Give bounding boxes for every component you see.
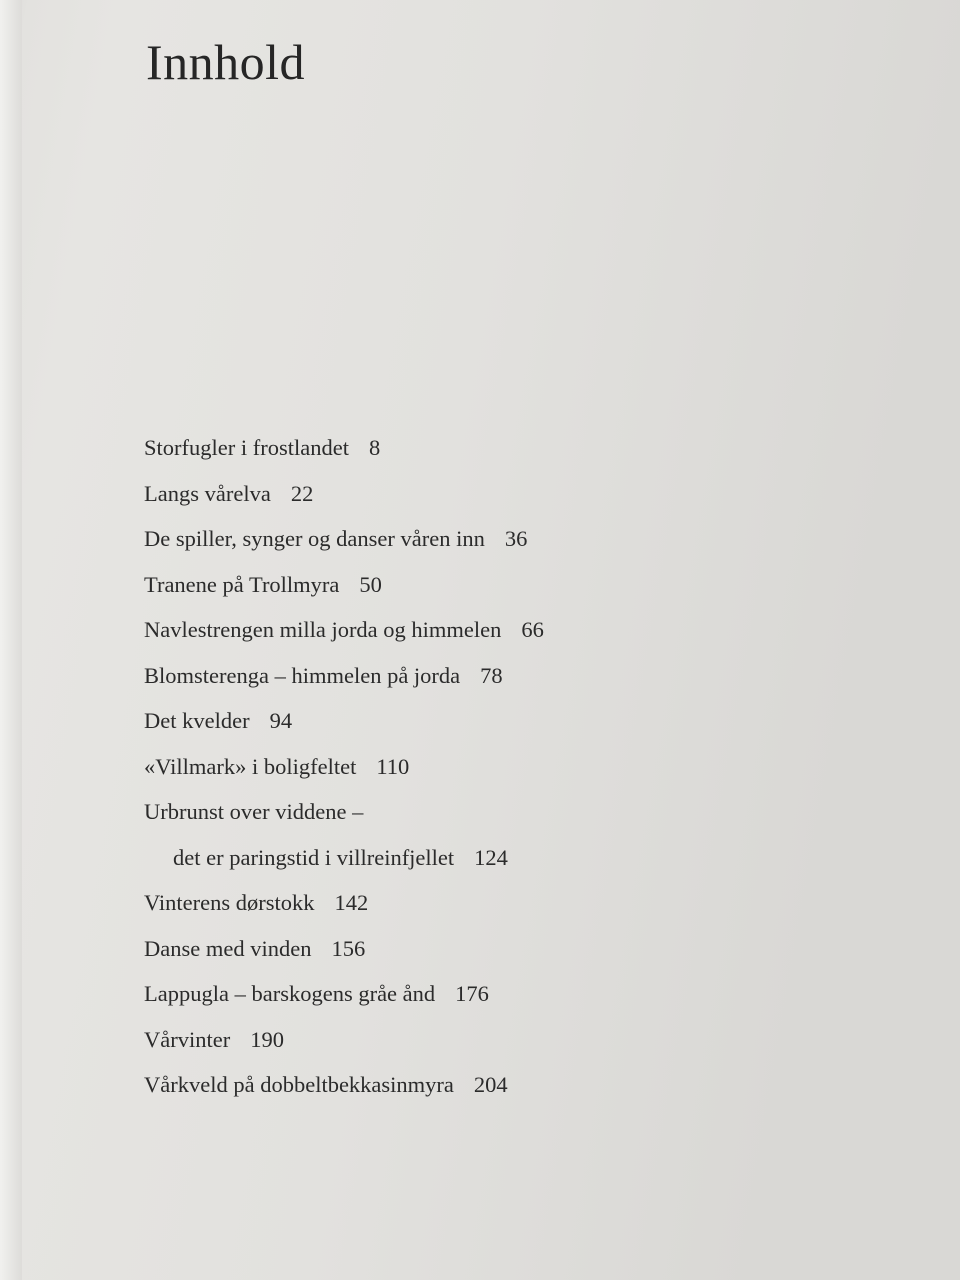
toc-entry — [144, 698, 844, 744]
toc-entry-title: Vårkveld på dobbeltbekkasinmyra — [144, 1072, 454, 1097]
toc-entry-page-number: 142 — [334, 890, 369, 915]
toc-entry-page-number: 94 — [269, 708, 293, 733]
toc-entry-title: Danse med vinden — [144, 935, 312, 961]
toc-entry-page-number: 124 — [474, 844, 508, 870]
toc-entry — [144, 471, 844, 517]
toc-entry-title: Navlestrengen milla jorda og himmelen — [144, 617, 502, 642]
toc-entry-page-number: 190 — [250, 1026, 284, 1052]
toc-entry — [144, 971, 844, 1017]
toc-entry-title: det er paringstid i villreinfjellet — [173, 844, 455, 870]
toc-entry-title: «Villmark» i boligfeltet — [144, 753, 357, 779]
toc-entry — [144, 562, 844, 608]
toc-entry — [144, 516, 844, 562]
toc-entry-page-number: 66 — [521, 617, 544, 642]
toc-entry — [144, 425, 844, 471]
toc-entry-title: Vinterens dørstokk — [144, 890, 315, 915]
toc-entry — [144, 1017, 844, 1063]
toc-entry-title: Lappugla – barskogens gråe ånd — [144, 981, 436, 1006]
toc-entry-page-number: 176 — [455, 981, 489, 1006]
toc-entry — [144, 653, 844, 699]
toc-entry — [144, 789, 844, 835]
toc-entry — [144, 607, 844, 653]
toc-entry-title: Tranene på Trollmyra — [144, 571, 340, 597]
toc-entry-page-number: 50 — [359, 571, 382, 597]
toc-entry-continuation — [144, 835, 844, 881]
toc-entry-title: Urbrunst over viddene – — [144, 799, 364, 824]
toc-entry-page-number: 204 — [473, 1072, 508, 1097]
toc-entry-page-number: 156 — [331, 935, 366, 961]
toc-entry-title: Langs vårelva — [144, 480, 271, 506]
toc-entry — [144, 880, 844, 926]
toc-entry-title: De spiller, synger og danser våren inn — [144, 526, 485, 551]
toc-entry-title: Det kvelder — [144, 708, 250, 733]
toc-entry-page-number: 22 — [290, 480, 314, 506]
toc-entry-title: Storfugler i frostlandet — [144, 435, 349, 460]
toc-entry — [144, 744, 844, 790]
toc-entry-title: Vårvinter — [144, 1026, 231, 1052]
toc-entry-page-number: 110 — [376, 753, 410, 779]
toc-entry — [144, 926, 844, 972]
page-gutter-shadow — [0, 0, 22, 1280]
toc-entry-title: Blomsterenga – himmelen på jorda — [144, 662, 461, 688]
table-of-contents — [144, 425, 844, 1108]
toc-entry-page-number: 36 — [504, 526, 528, 551]
toc-entry — [144, 1062, 844, 1108]
toc-entry-page-number: 78 — [480, 662, 503, 688]
toc-entry-page-number: 8 — [368, 435, 381, 460]
page-title: Innhold — [146, 34, 306, 90]
